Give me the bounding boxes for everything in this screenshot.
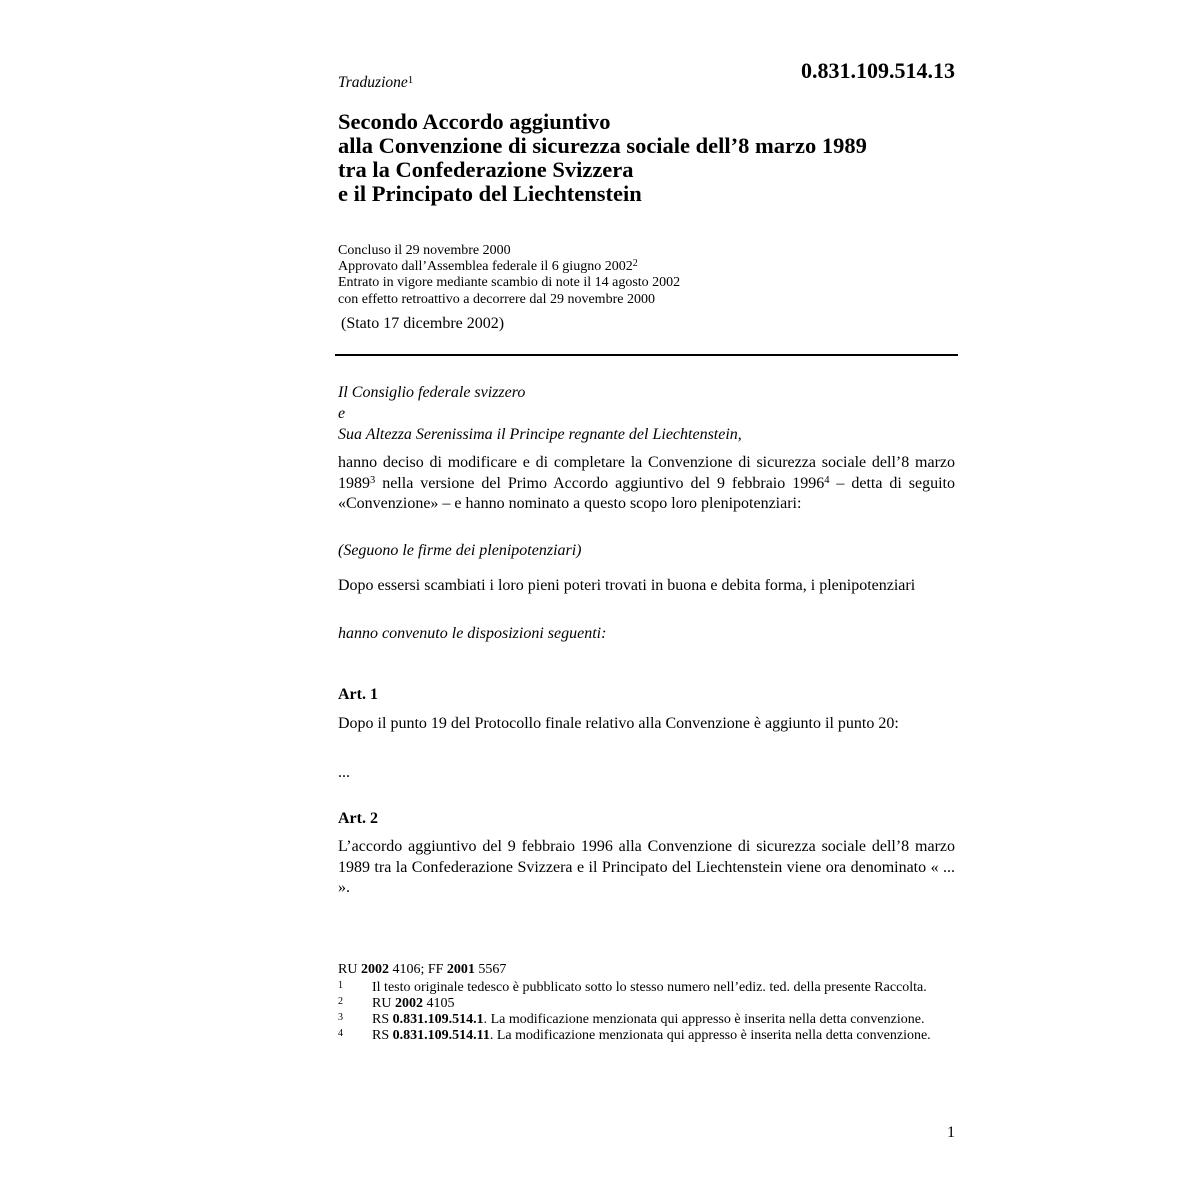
- footnote-bold-part: 2002: [394, 996, 423, 1011]
- signatures-note: (Seguono le firme dei plenipotenziari): [338, 542, 582, 559]
- sr-number: 0.831.109.514.13: [801, 58, 955, 83]
- footnote-item: [338, 996, 958, 1012]
- footnote-text-part: RS: [372, 1028, 393, 1043]
- meta-retroactive: con effetto retroattivo a decorrere dal 29 novembre 2000: [338, 291, 655, 307]
- footnote-ref-3: 3: [370, 474, 376, 486]
- footnote-item: [338, 1028, 958, 1044]
- footnote-text-part: 4105: [422, 996, 455, 1011]
- footnote-bold-part: 0.831.109.514.11: [392, 1028, 490, 1043]
- meta-concluded: Concluso il 29 novembre 2000: [338, 243, 511, 258]
- ru-year: 2002: [360, 962, 389, 977]
- decision-text-a: hanno deciso di modificare e di completare la Convenzione di sicurezza sociale dell’8 marzo 1989: [338, 454, 955, 492]
- footnote-text: [372, 1012, 958, 1028]
- footnote-number: 4: [338, 1028, 343, 1039]
- title-line: Secondo Accordo aggiuntivo: [338, 109, 611, 134]
- ff-year: 2001: [446, 962, 475, 977]
- footnote-text-part: Il testo originale tedesco è pubblicato sotto lo stesso numero nell’ediz. ted. della presente Raccolta.: [372, 980, 927, 995]
- title-line: alla Convenzione di sicurezza sociale dell’8 marzo 1989: [338, 133, 867, 158]
- decision-text-c: – detta di seguito «Convenzione» – e hanno nominato a questo scopo loro plenipotenziari:: [338, 474, 956, 512]
- footnote-ref-2: 2: [632, 258, 638, 270]
- footnote-text-part: . La modificazione menzionata qui appresso è inserita nella detta convenzione.: [489, 1028, 931, 1043]
- publication-reference: [338, 962, 958, 978]
- preamble-decision: [338, 453, 955, 515]
- article-1-text: Dopo il punto 19 del Protocollo finale relativo alla Convenzione è aggiunto il punto 20:: [338, 715, 899, 732]
- translation-label: [338, 74, 413, 92]
- article-2-text: L’accordo aggiuntivo del 9 febbraio 1996 alla Convenzione di sicurezza sociale dell’8 marzo 1989 tra la Confederazione Svizzera e il Principato del Liechtenstein viene ora denominato « ... ».: [338, 838, 955, 896]
- title-line: e il Principato del Liechtenstein: [338, 181, 642, 206]
- document-title: [338, 110, 958, 206]
- footnote-text-part: RS: [372, 1012, 393, 1027]
- meta-approved-text: Approvato dall’Assemblea federale il 6 giugno 2002: [338, 259, 633, 275]
- footnote-item: [338, 1012, 958, 1028]
- ru-prefix: RU: [338, 962, 361, 977]
- footnote-item: [338, 980, 958, 996]
- article-2-heading: Art. 2: [338, 810, 378, 827]
- preamble-conjunction: e: [338, 405, 346, 422]
- meta-in-force: Entrato in vigore mediante scambio di note il 14 agosto 2002: [338, 275, 681, 291]
- footnote-ref-1: 1: [407, 74, 414, 86]
- meta-approved: [338, 259, 958, 275]
- article-1-ellipsis: ...: [338, 764, 350, 781]
- preamble-agreed: hanno convenuto le disposizioni seguenti:: [338, 625, 607, 642]
- translation-text: Traduzione: [338, 74, 408, 91]
- preamble-party-2: Sua Altezza Serenissima il Principe regnante del Liechtenstein,: [338, 426, 742, 443]
- footnote-number: 1: [338, 980, 343, 991]
- preamble-party-1: Il Consiglio federale svizzero: [338, 384, 526, 401]
- footnotes: [338, 962, 958, 1044]
- footnote-text: [372, 980, 958, 996]
- preamble-exchange: Dopo essersi scambiati i loro pieni poteri trovati in buona e debita forma, i plenipotenziari: [338, 577, 916, 594]
- footnote-number: 3: [338, 1012, 343, 1023]
- footnote-text-part: . La modificazione menzionata qui appresso è inserita nella detta convenzione.: [483, 1012, 925, 1027]
- page-number: 1: [947, 1124, 955, 1141]
- decision-text-b: nella versione del Primo Accordo aggiuntivo del 9 febbraio 1996: [375, 474, 825, 492]
- footnote-text: [372, 996, 958, 1012]
- header-divider: [335, 354, 958, 356]
- footnote-bold-part: 0.831.109.514.1: [392, 1012, 484, 1027]
- footnote-ref-4: 4: [824, 474, 830, 486]
- ff-rest: 5567: [474, 962, 507, 977]
- ru-rest: 4106; FF: [388, 962, 447, 977]
- title-line: tra la Confederazione Svizzera: [338, 157, 634, 182]
- status-date: (Stato 17 dicembre 2002): [341, 315, 505, 332]
- footnote-number: 2: [338, 996, 343, 1007]
- footnote-text: [372, 1028, 958, 1044]
- document-metadata: [338, 243, 958, 308]
- footnote-text-part: RU: [372, 996, 395, 1011]
- article-1-heading: Art. 1: [338, 686, 378, 703]
